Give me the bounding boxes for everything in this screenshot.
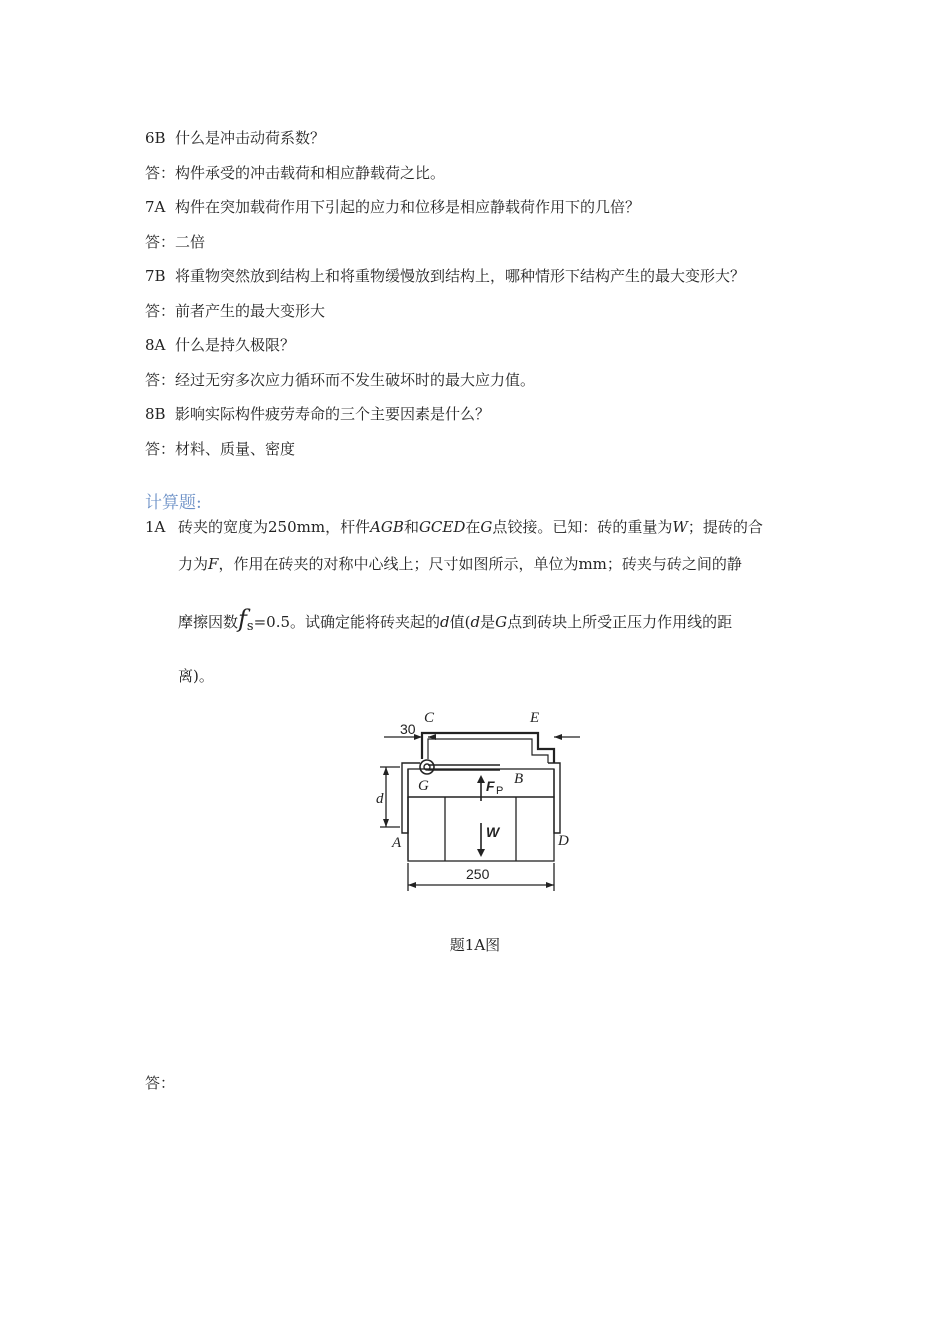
label-g: G: [418, 778, 429, 794]
answer-7b: [145, 301, 325, 321]
question-7a: [145, 197, 640, 217]
label-d-point: D: [558, 833, 569, 849]
label-e: E: [530, 710, 540, 726]
question-number: 7B: [145, 267, 166, 285]
section-heading: 计算题:: [145, 493, 202, 513]
question-number: 8B: [145, 405, 166, 423]
answer-prefix: 答：: [145, 164, 176, 182]
label-d-dimension: d: [376, 791, 384, 807]
question-8a: [145, 335, 295, 355]
label-a: A: [392, 835, 402, 851]
text-run: 在: [465, 518, 481, 536]
text-run: 点到砖块上所受正压力作用线的距: [507, 613, 733, 631]
answer-8b: [145, 439, 295, 459]
label-fp-f: F: [486, 778, 495, 794]
question-text: 什么是冲击动荷系数？: [175, 129, 326, 147]
italic-run: G: [480, 518, 493, 536]
italic-run: F: [208, 555, 219, 573]
label-w: W: [486, 824, 500, 840]
answer-prefix: 答：: [145, 233, 176, 251]
brick-clamp-diagram: [370, 705, 590, 895]
friction-symbol: f: [238, 605, 247, 633]
question-text: 影响实际构件疲劳寿命的三个主要因素是什么？: [175, 405, 491, 423]
label-fp-p: P: [496, 785, 504, 797]
italic-run: d: [440, 613, 450, 631]
italic-run: W: [672, 518, 688, 536]
italic-run: AGB: [370, 518, 404, 536]
answer-text: 二倍: [175, 233, 206, 251]
text-run: 力为: [178, 555, 209, 573]
problem-number: 1A: [145, 518, 166, 536]
problem-line-2: [178, 553, 742, 575]
question-7b: [145, 266, 745, 286]
italic-run: G: [495, 613, 508, 631]
italic-run: d: [470, 613, 481, 631]
text-run: 是: [480, 613, 496, 631]
problem-line-4: 离)。: [178, 667, 214, 685]
brick-clamp-figure: [370, 705, 590, 895]
answer-6b: [145, 163, 445, 183]
answer-label: 答：: [145, 1074, 176, 1092]
label-b: B: [514, 771, 524, 787]
question-text: 构件在突加载荷作用下引起的应力和位移是相应静载荷作用下的几倍？: [175, 198, 641, 216]
text-run: 和: [403, 518, 419, 536]
text-run: ；提砖的合: [687, 518, 763, 536]
question-8b: [145, 404, 490, 424]
text-run: ，作用在砖夹的对称中心线上；尺寸如图所示，单位为mm；砖夹与砖之间的静: [218, 555, 742, 573]
question-number: 8A: [145, 336, 166, 354]
answer-text: 经过无穷多次应力循环而不发生破坏时的最大应力值。: [175, 371, 536, 389]
answer-text: 构件承受的冲击载荷和相应静载荷之比。: [175, 164, 446, 182]
friction-subscript: s: [246, 619, 254, 634]
question-text: 将重物突然放到结构上和将重物缓慢放到结构上，哪种情形下结构产生的最大变形大？: [175, 267, 746, 285]
answer-prefix: 答：: [145, 371, 176, 389]
label-c: C: [424, 710, 435, 726]
text-run: =0.5。试确定能将砖夹起的: [253, 613, 441, 631]
question-number: 7A: [145, 198, 166, 216]
italic-run: GCED: [418, 518, 466, 536]
label-30: 30: [400, 721, 416, 737]
text-run: 值(: [449, 613, 471, 631]
text-run: 摩擦因数: [178, 613, 239, 631]
answer-8a: [145, 370, 535, 390]
answer-prefix: 答：: [145, 302, 176, 320]
question-6b: [145, 128, 325, 148]
label-250: 250: [466, 866, 490, 882]
problem-line-1: [178, 516, 763, 538]
answer-7a: [145, 232, 205, 252]
question-number: 6B: [145, 129, 166, 147]
answer-prefix: 答：: [145, 440, 176, 458]
answer-text: 材料、质量、密度: [175, 440, 296, 458]
text-run: 砖夹的宽度为250mm，杆件: [178, 518, 371, 536]
figure-caption: 题1A图: [449, 936, 501, 954]
text-run: 点铰接。已知：砖的重量为: [492, 518, 673, 536]
answer-text: 前者产生的最大变形大: [175, 302, 326, 320]
question-text: 什么是持久极限？: [175, 336, 296, 354]
problem-line-3: [178, 605, 733, 638]
